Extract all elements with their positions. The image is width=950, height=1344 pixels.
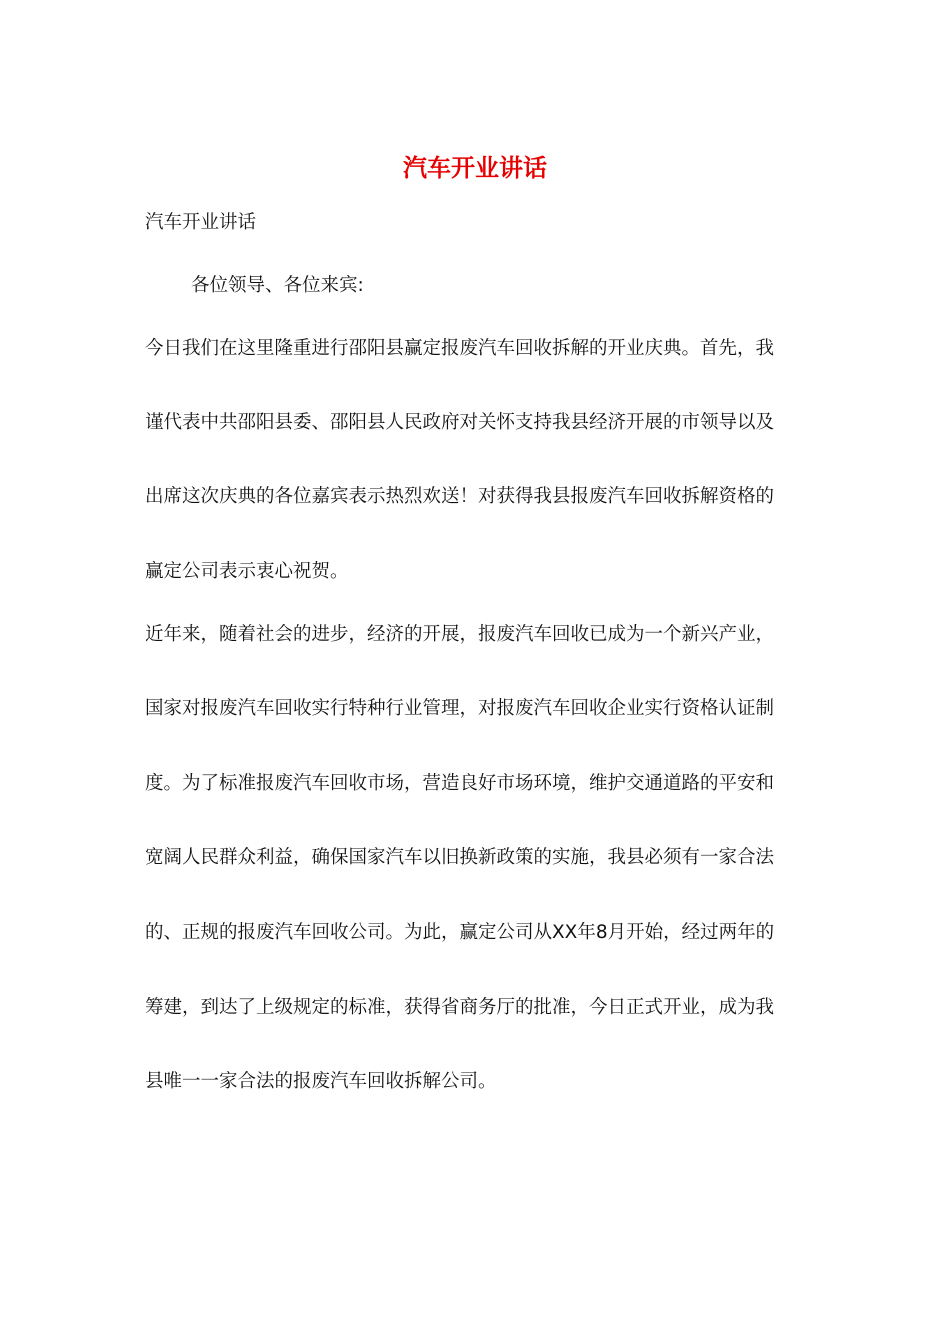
paragraph-line: 国家对报废汽车回收实行特种行业管理，对报废汽车回收企业实行资格认证制: [145, 698, 775, 719]
document-title: 汽车开业讲话: [403, 153, 547, 182]
document-subtitle: 汽车开业讲话: [145, 212, 257, 233]
paragraph-line: 度。为了标准报废汽车回收市场，营造良好市场环境，维护交通道路的平安和: [145, 773, 775, 794]
greeting-line: 各位领导、各位来宾:: [191, 275, 364, 296]
paragraph-line: 近年来，随着社会的进步，经济的开展，报废汽车回收已成为一个新兴产业，: [145, 624, 775, 645]
paragraph-line: 筹建，到达了上级规定的标准，获得省商务厅的批准，今日正式开业，成为我: [145, 997, 775, 1018]
paragraph-line: 宽阔人民群众利益，确保国家汽车以旧换新政策的实施，我县必须有一家合法: [145, 847, 775, 868]
paragraph-line: 谨代表中共邵阳县委、邵阳县人民政府对关怀支持我县经济开展的市领导以及: [145, 412, 775, 433]
paragraph-line: 赢定公司表示衷心祝贺。: [145, 561, 349, 582]
paragraph-line: 县唯一一家合法的报废汽车回收拆解公司。: [145, 1071, 497, 1092]
paragraph-line: 的、正规的报废汽车回收公司。为此，赢定公司从XX年8月开始，经过两年的: [145, 922, 775, 943]
paragraph-line: 出席这次庆典的各位嘉宾表示热烈欢送！对获得我县报废汽车回收拆解资格的: [145, 486, 775, 507]
paragraph-line: 今日我们在这里隆重进行邵阳县赢定报废汽车回收拆解的开业庆典。首先，我: [145, 338, 775, 359]
